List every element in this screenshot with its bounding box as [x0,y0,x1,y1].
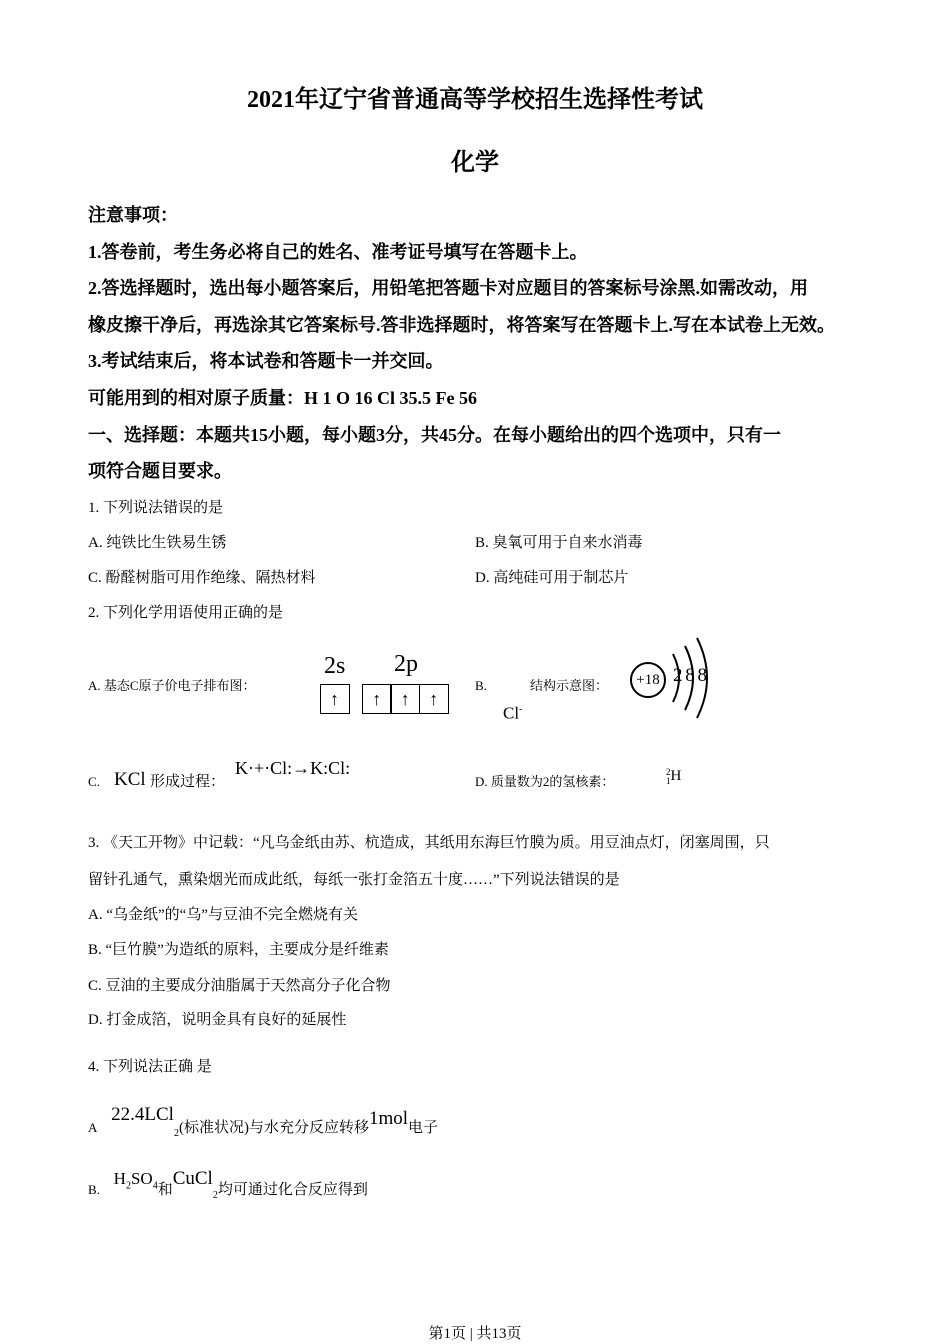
q1-option-b: B. 臭氧可用于自来水消毒 [475,535,643,551]
orbital-box: ↑ [390,684,420,714]
q1-option-c: C. 酚醛树脂可用作绝缘、隔热材料 [88,570,316,586]
formula: CuCl [172,1168,213,1189]
orbital-2p-label: 2p [394,651,418,677]
formula: 22.4LCl [111,1104,174,1125]
formula: H [113,1169,126,1188]
q3-option-b: B. “巨竹膜”为造纸的原料，主要成分是纤维素 [88,942,389,958]
q2-option-c-text: 形成过程： [150,774,226,790]
q2-option-b-text: 结构示意图： [530,678,609,693]
element-symbol: H [670,768,682,784]
orbital-box: ↑ [419,684,449,714]
q3-option-d: D. 打金成箔，说明金具有良好的延展性 [88,1012,347,1028]
q4-stem: 4. 下列说法正确 是 [88,1059,212,1075]
section-heading: 项符合题目要求。 [88,461,232,481]
notice-item: 橡皮擦干净后，再选涂其它答案标号.答非选择题时，将答案写在答题卡上.写在本试卷上无效。 [88,315,835,335]
subject-title: 化学 [451,150,499,176]
q1-option-d: D. 高纯硅可用于制芯片 [475,570,629,586]
q3-stem: 3. 《天工开物》中记载：“凡乌金纸由苏、杭造成，其纸用东海巨竹膜为质。用豆油点灯，闭塞周围，只 [88,835,770,851]
option-label: A [88,1120,98,1135]
orbital-diagram [321,684,449,714]
notice-item: 3.考试结束后，将本试卷和答题卡一并交回。 [88,351,444,371]
atomic-number: 1 [666,775,671,786]
mass-number: 2 [666,766,671,777]
page-footer: 第1页 | 共13页 [428,1326,522,1342]
electron-dot-equation: K·+·Cl:→K:Cl: [235,758,351,778]
q3-option-a: A. “乌金纸”的“乌”与豆油不完全燃烧有关 [88,907,358,923]
exam-title: 2021年辽宁省普通高等学校招生选择性考试 [247,87,703,113]
atomic-mass: 可能用到的相对原子质量：H 1 O 16 Cl 35.5 Fe 56 [88,388,477,408]
option-text: (标准状况)与水充分反应转移 [178,1120,369,1136]
subscript: 2 [125,1180,131,1192]
orbital-2s-label: 2s [324,653,346,679]
option-text: 均可通过化合反应得到 [217,1182,368,1198]
nucleus-circle: +18 [630,662,666,698]
q3-option-c: C. 豆油的主要成分油脂属于天然高分子化合物 [88,978,391,994]
q2-option-d: D. 质量数为2的氢核素： [475,774,615,789]
kcl-formula: KCl [114,769,146,790]
notice-item: 1.答卷前，考生务必将自己的姓名、准考证号填写在答题卡上。 [88,242,588,262]
subscript: 2 [173,1128,179,1139]
orbital-box: ↑ [320,684,350,714]
q2-option-a: A. 基态C原子价电子排布图： [88,678,256,693]
option-text: 和 [157,1182,173,1198]
ion-charge: - [519,704,523,715]
notice-item: 2.答选择题时，选出每小题答案后，用铅笔把答题卡对应题目的答案标号涂黑.如需改动，用 [88,278,808,298]
q4-option-a [88,1104,439,1144]
subscript: 2 [212,1190,218,1201]
q1-stem: 1. 下列说法错误的是 [88,500,224,516]
notice-heading: 注意事项： [88,205,178,225]
q1-option-a: A. 纯铁比生铁易生锈 [88,535,227,551]
formula: 1mol [368,1108,409,1129]
q2-option-c: C. [88,774,100,789]
q2-stem: 2. 下列化学用语使用正确的是 [88,605,284,621]
orbital-box: ↑ [362,684,392,714]
subscript: 4 [152,1180,158,1192]
chloride-ion [503,700,522,724]
deuterium-symbol [666,766,681,786]
option-text: 电子 [408,1120,439,1136]
option-label: B. [88,1182,100,1197]
section-heading: 一、选择题：本题共15小题，每小题3分，共45分。在每小题给出的四个选项中，只有一 [88,425,781,445]
q4-option-b [88,1168,368,1206]
q2-option-b: B. [475,678,487,693]
shell-electrons: 2 8 8 [673,665,706,686]
q3-stem: 留针孔通气，熏染烟光而成此纸，每纸一张打金箔五十度……”下列说法错误的是 [88,872,620,888]
ion-symbol: Cl [503,703,520,723]
formula: SO [130,1169,153,1188]
